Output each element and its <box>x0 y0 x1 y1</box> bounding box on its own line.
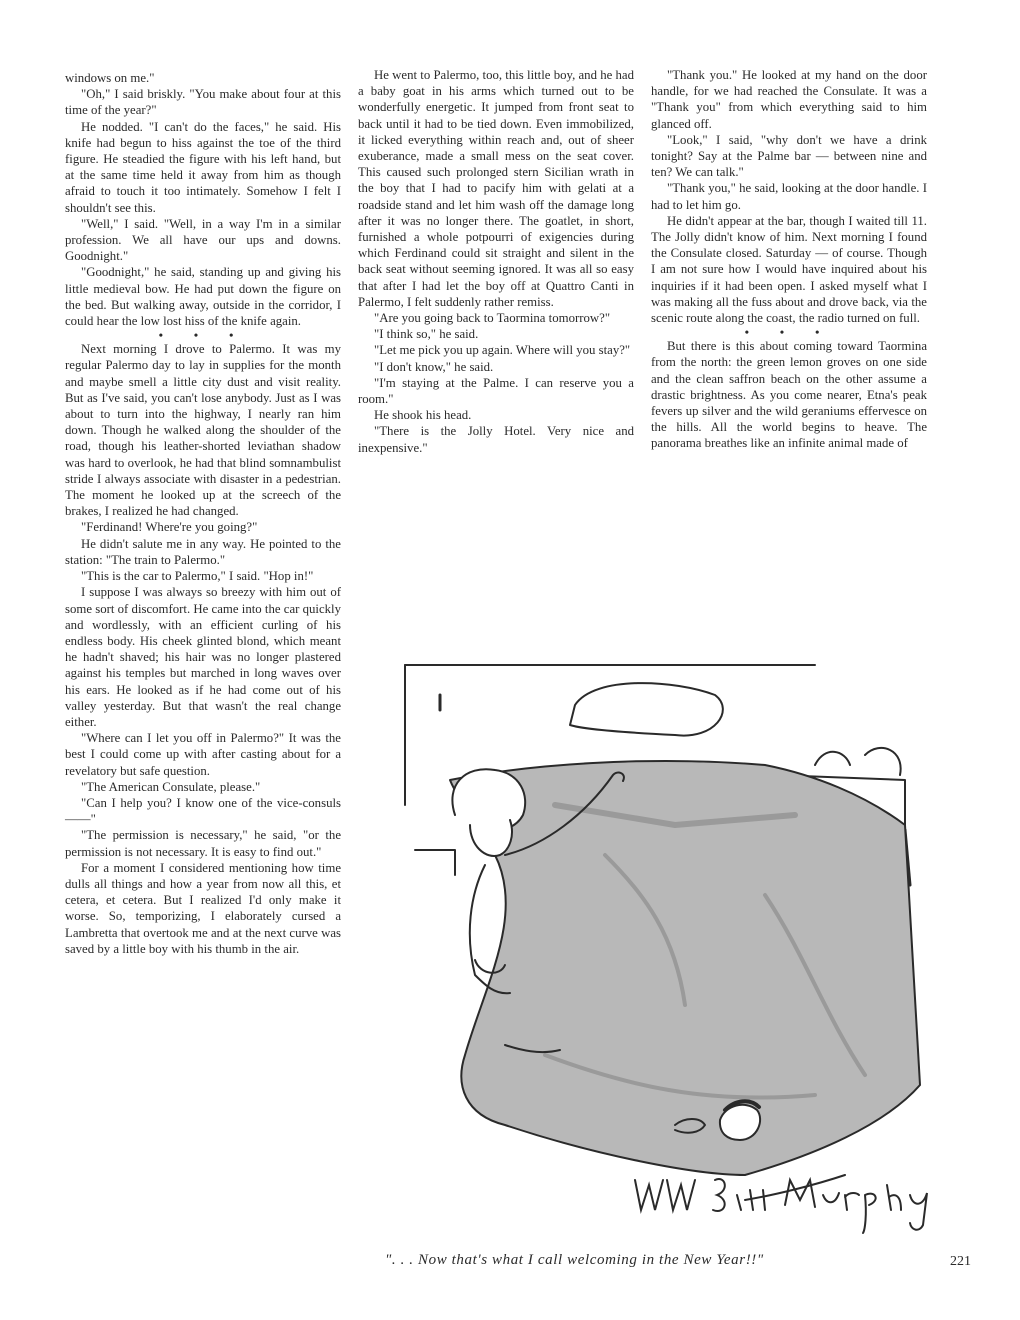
paragraph: "The permission is necessary," he said, "or the permission is not necessary. It is easy to find out." <box>65 828 341 859</box>
paragraph: "Thank you," he said, looking at the door handle. I had to let him go. <box>651 181 927 212</box>
text-column-2 <box>358 67 634 456</box>
text-column-3 <box>651 67 927 452</box>
artist-signature <box>635 1179 927 1233</box>
paragraph: "Where can I let you off in Palermo?" It was the best I could come up with after casting about for a revelatory but safe question. <box>65 731 341 778</box>
paragraph: For a moment I considered mentioning how time dulls all things and how a year from now all this, et cetera, et cetera. But I realized I'd only make it worse. So, temporizing, I elaborately cursed a Lambretta that overtook me and at the next curve was saved by a little boy with his thumb in the air. <box>65 860 341 956</box>
paragraph: "Ferdinand! Where're you going?" <box>81 520 258 535</box>
pillow <box>570 683 723 735</box>
cartoon-caption: ". . . Now that's what I call welcoming in the New Year!!" <box>385 1252 764 1268</box>
woman-face <box>470 820 512 856</box>
paragraph: I suppose I was always so breezy with him out of some sort of discomfort. He came into the car quickly and wordlessly, with an efficient curling of his endless body. His cheek glinted blond, which meant he hadn't shaved; his hair was no longer plastered against his temples but marched in long waves over his ears. He looked as if he had come out of his valley yesterday. But that wasn't the real change either. <box>65 585 341 729</box>
paragraph: "Are you going back to Taormina tomorrow?" <box>374 311 611 326</box>
paragraph: "Look," I said, "why don't we have a drink tonight? Say at the Palme bar — between nine and ten? We can talk." <box>651 132 927 180</box>
paragraph: "Can I help you? I know one of the vice-consuls ——" <box>65 795 341 827</box>
page-number: 221 <box>950 1254 971 1269</box>
paragraph: He shook his head. <box>374 408 472 423</box>
paragraph: "There is the Jolly Hotel. Very nice and inexpensive." <box>358 424 634 455</box>
paragraph: He didn't salute me in any way. He pointed to the station: "The train to Palermo." <box>65 536 341 567</box>
paragraph: "I don't know," he said. <box>374 359 494 374</box>
bed-edge <box>415 850 455 875</box>
section-separator: • • • <box>158 328 248 343</box>
paragraph: "I think so," he said. <box>374 327 479 342</box>
text-column-1 <box>65 70 341 957</box>
paragraph: "I'm staying at the Palme. I can reserve you a room." <box>358 375 634 407</box>
woman-hair <box>452 769 525 831</box>
paragraph: Next morning I drove to Palermo. It was my regular Palermo day to lay in supplies for the month and maybe smell a little city dust and visit reality. But as I've said, you can't lose anybody. Just as I was about to turn into the highway, I nearly ran him down. Though he walked along the shoulder of the road, though his leather-shorted leviathan shadow was hard to overlook, he had that blind somnambulist stride I always associate with disaster in a pedestrian. The moment he looked up at the screech of the brakes, I realized he had changed. <box>65 342 341 519</box>
floor-hand <box>745 1175 845 1200</box>
cartoon-illustration <box>345 655 950 1235</box>
paragraph: "Oh," I said briskly. "You make about four at this time of the year?" <box>65 87 341 118</box>
paragraph: But there is this about coming toward Taormina from the north: the green lemon groves on one side and the clean saffron beach on the other assume a drastic brightness. As you come nearer, Etna's peak fevers up silver and the wild geraniums effervesce on the hills. All the world begins to heave. The panorama breathes like an infinite animal made of <box>651 339 927 451</box>
feet <box>815 748 901 775</box>
paragraph: He went to Palermo, too, this little boy, and he had a baby goat in his arms which turned out to be wonderfully energetic. It jumped from front seat to back until it had to be tied down. Even immobilized, it licked everything within reach and, out of sheer exuberance, made a small mess on the seat cover. This caused such prolonged stern Sicilian wrath in the boy that I had to pacify him with gelati at a roadside stand and let him wash off the damage long after it was no longer there. The goatlet, in short, furnished a whole potpourri of exigencies during which Ferdinand could sit straight and silent in the back seat without seeming ignored. It was all so easy that after I had let the boy off at Quattro Canti in Palermo, I felt suddenly rather remiss. <box>358 68 634 309</box>
paragraph: "Let me pick you up again. Where will you stay?" <box>374 343 631 358</box>
section-separator: • • • <box>744 325 834 340</box>
paragraph: "Well," I said. "Well, in a way I'm in a similar profession. We all have our ups and downs. Goodnight." <box>65 216 341 264</box>
paragraph: "This is the car to Palermo," I said. "Hop in!" <box>81 569 314 584</box>
paragraph: "Thank you." He looked at my hand on the door handle, for we had reached the Consulate. It was a "Thank you" from which everything said to him glanced off. <box>651 68 927 131</box>
paragraph: windows on me." <box>65 71 155 85</box>
paragraph: "Goodnight," he said, standing up and giving his little medieval bow. He had put down the figure on the bed. But walking away, outside in the corridor, I could hear the low lost hiss of the knife again. <box>65 265 341 329</box>
paragraph: He didn't appear at the bar, though I waited till 11. The Jolly didn't know of him. Next morning I found the Consulate closed. Saturday — of course. Though I am not sure how I would have inquired about his inquiries if it had been open. I asked myself what I was making all the fuss about and drove back, via the scenic route along the coast, the radio turned on full. <box>651 213 927 326</box>
paragraph: He nodded. "I can't do the faces," he said. His knife had begun to hiss against the toe of the third figure. He steadied the figure with his left hand, but at the same time held it away from him as though afraid to touch it too intimately. Somehow I felt I shouldn't see this. <box>65 119 341 215</box>
paragraph: "The American Consulate, please." <box>81 779 261 794</box>
